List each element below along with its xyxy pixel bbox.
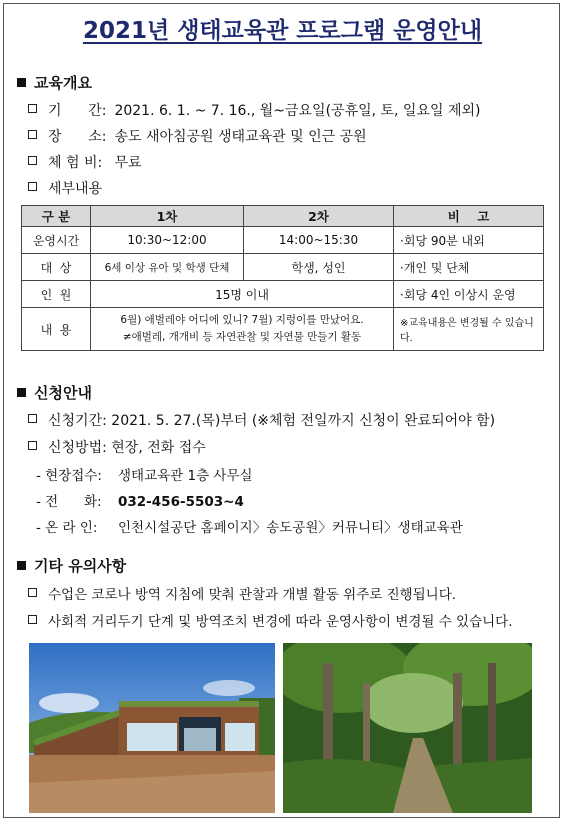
table-row [22, 281, 544, 308]
content-line: ≠애벌레, 개개비 등 자연관찰 및 자연물 만들기 활동 [122, 331, 362, 343]
checkbox-bullet-icon [28, 130, 37, 139]
photo-strip [29, 643, 532, 813]
table-cell [91, 308, 394, 351]
row-label: 운영시간 [22, 227, 91, 254]
application-method: 신청방법: 현장, 전화 접수 [28, 437, 206, 457]
content-line: 6월) 애벌레야 어디에 있니? 7월) 지렁이를 만났어요. [120, 314, 364, 326]
checkbox-bullet-icon [28, 588, 37, 597]
table-row [22, 227, 544, 254]
table-cell: 14:00~15:30 [244, 227, 394, 254]
note-item: 수업은 코로나 방역 지침에 맞춰 관찰과 개별 활동 위주로 진행됩니다. [28, 583, 456, 603]
checkbox-bullet-icon [28, 104, 37, 113]
phone-number: 032-456-5503~4 [118, 494, 244, 510]
table-note: ·회당 4인 이상시 운영 [394, 281, 544, 308]
table-header: 구 분 [22, 206, 91, 227]
application-period: 신청기간: 2021. 5. 27.(목)부터 (※체험 전일까지 신청이 완료되어야 함) [28, 410, 495, 430]
table-cell: 10:30~12:00 [91, 227, 244, 254]
table-cell: 6세 이상 유아 및 학생 단체 [91, 254, 244, 281]
checkbox-bullet-icon [28, 441, 37, 450]
row-label: 인 원 [22, 281, 91, 308]
page-title: 2021년 생태교육관 프로그램 운영안내 [82, 18, 483, 44]
table-header-row [22, 206, 544, 227]
application-sub-onsite: - 현장접수: 생태교육관 1층 사무실 [36, 468, 253, 484]
checkbox-bullet-icon [28, 156, 37, 165]
table-header: 2차 [244, 206, 394, 227]
table-row [22, 308, 544, 351]
section-overview-heading: 교육개요 [17, 72, 92, 93]
checkbox-bullet-icon [28, 414, 37, 423]
table-header: 비 고 [394, 206, 544, 227]
table-row [22, 254, 544, 281]
table-cell: 15명 이내 [91, 281, 394, 308]
table-header: 1차 [91, 206, 244, 227]
square-bullet-icon [17, 388, 26, 397]
section-application-heading: 신청안내 [17, 382, 92, 403]
table-cell: 학생, 성인 [244, 254, 394, 281]
overview-item-place: 장 소: 송도 새아침공원 생태교육관 및 인근 공원 [28, 126, 367, 146]
row-label: 대 상 [22, 254, 91, 281]
row-label: 내 용 [22, 308, 91, 351]
forest-path-photo [283, 643, 532, 813]
overview-item-details: 세부내용 [28, 178, 102, 198]
application-sub-phone: - 전 화: 032-456-5503~4 [36, 494, 244, 510]
checkbox-bullet-icon [28, 615, 37, 624]
table-note: ·개인 및 단체 [394, 254, 544, 281]
checkbox-bullet-icon [28, 182, 37, 191]
overview-item-fee: 체 험 비: 무료 [28, 152, 142, 172]
square-bullet-icon [17, 561, 26, 570]
application-sub-online: - 온 라 인: 인천시설공단 홈페이지〉송도공원〉커뮤니티〉생태교육관 [36, 520, 463, 536]
building-photo [29, 643, 275, 813]
table-note: ·회당 90분 내외 [394, 227, 544, 254]
note-item: 사회적 거리두기 단계 및 방역조치 변경에 따라 운영사항이 변경될 수 있습니다. [28, 610, 513, 630]
square-bullet-icon [17, 78, 26, 87]
table-note: ※교육내용은 변경될 수 있습니다. [394, 308, 544, 351]
section-notes-heading: 기타 유의사항 [17, 555, 126, 576]
schedule-table [21, 205, 544, 351]
overview-item-period: 기 간: 2021. 6. 1. ~ 7. 16., 월~금요일(공휴일, 토, 일요일 제외) [28, 100, 480, 120]
